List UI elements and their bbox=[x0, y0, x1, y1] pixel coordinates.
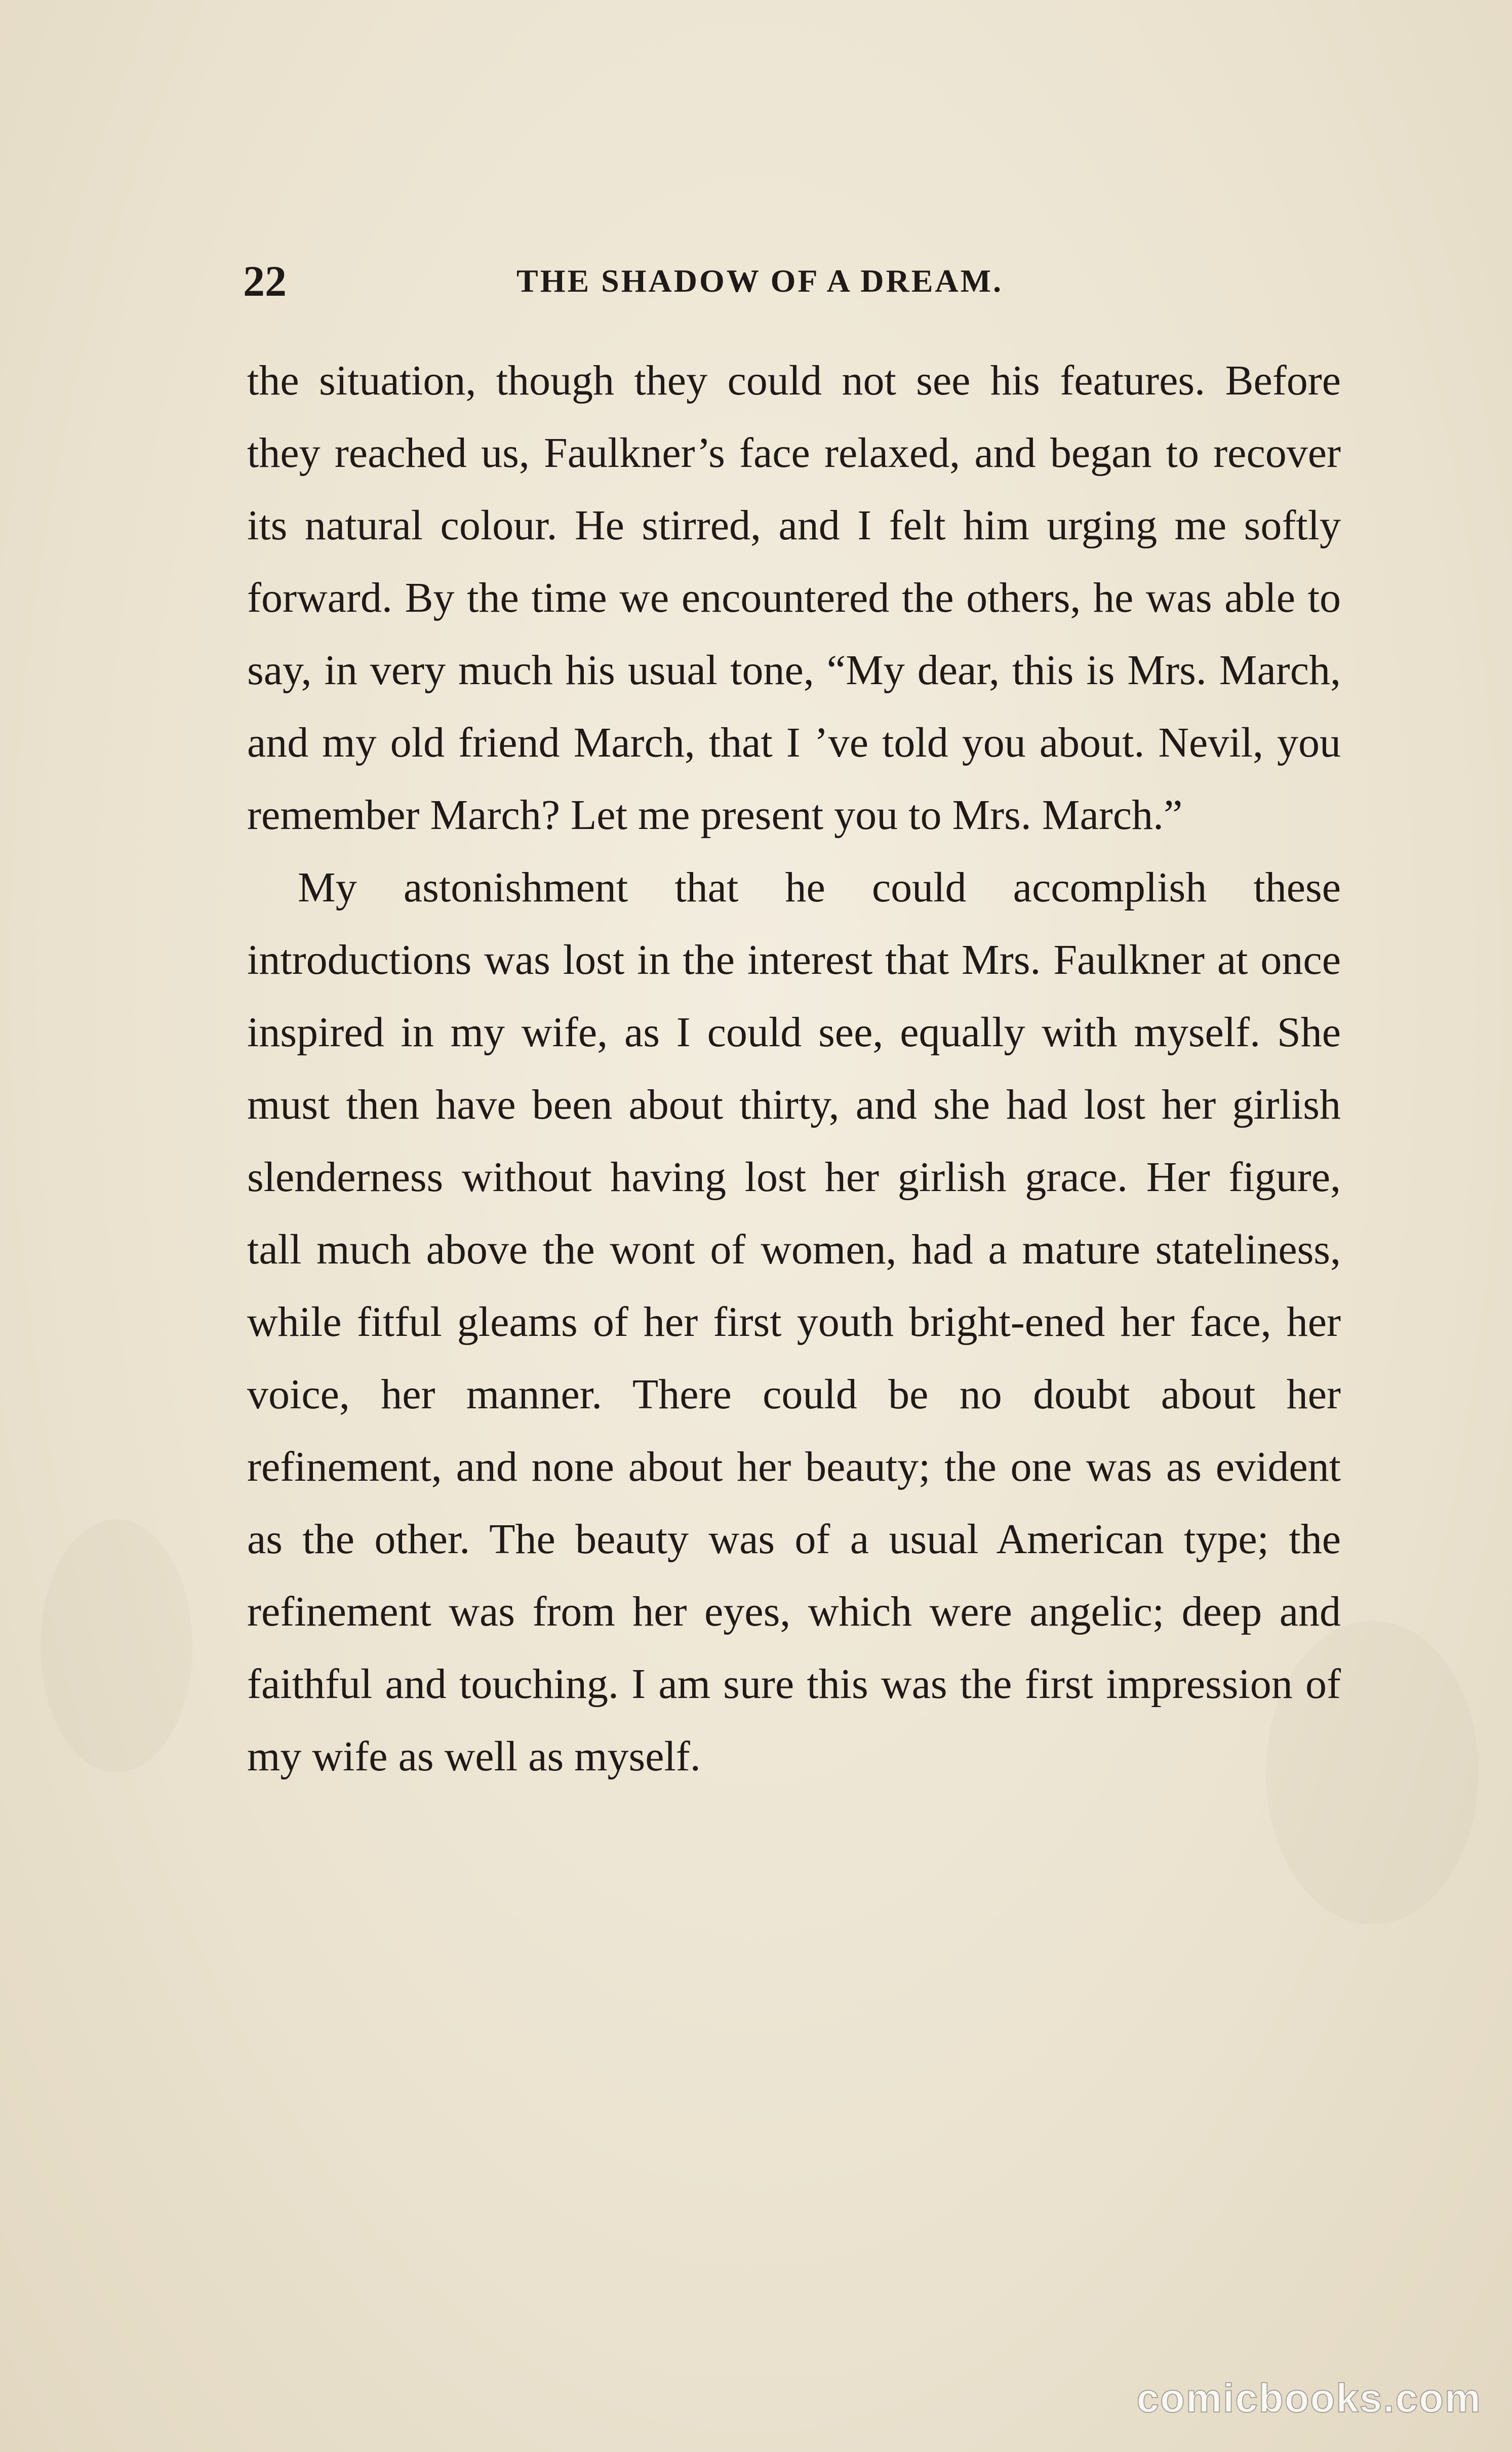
watermark: comicbooks.com bbox=[1136, 2376, 1482, 2421]
body-text bbox=[247, 344, 1341, 1793]
paragraph: the situation, though they could not see his features. Before they reached us, Faulkner’s face relaxed, and began to recover its natural colour. He stirred, and I felt him urging me softly forward. By the time we encountered the others, he was able to say, in very much his usual tone, “My dear, this is Mrs. March, and my old friend March, that I ’ve told you about. Nevil, you remember March? Let me present you to Mrs. March.” bbox=[247, 357, 1341, 839]
running-head bbox=[243, 253, 1342, 309]
running-title: THE SHADOW OF A DREAM. bbox=[516, 263, 1003, 299]
paper-stain bbox=[41, 1519, 192, 1772]
page-number: 22 bbox=[243, 257, 287, 305]
paragraph: My astonishment that he could accomplish these introductions was lost in the interest that Mrs. Faulkner at once inspired in my wife, as I could see, equally with myself. She must then have been about thirty, and she had lost her girlish slenderness without having lost her girlish grace. Her figure, tall much above the wont of women, had a mature stateliness, while fitful gleams of her first youth bright-ened her face, her voice, her manner. There could be no doubt about her refinement, and none about her beauty; the one was as evident as the other. The beauty was of a usual American type; the refinement was from her eyes, which were angelic; deep and faithful and touching. I am sure this was the first impression of my wife as well as myself. bbox=[247, 864, 1341, 1780]
